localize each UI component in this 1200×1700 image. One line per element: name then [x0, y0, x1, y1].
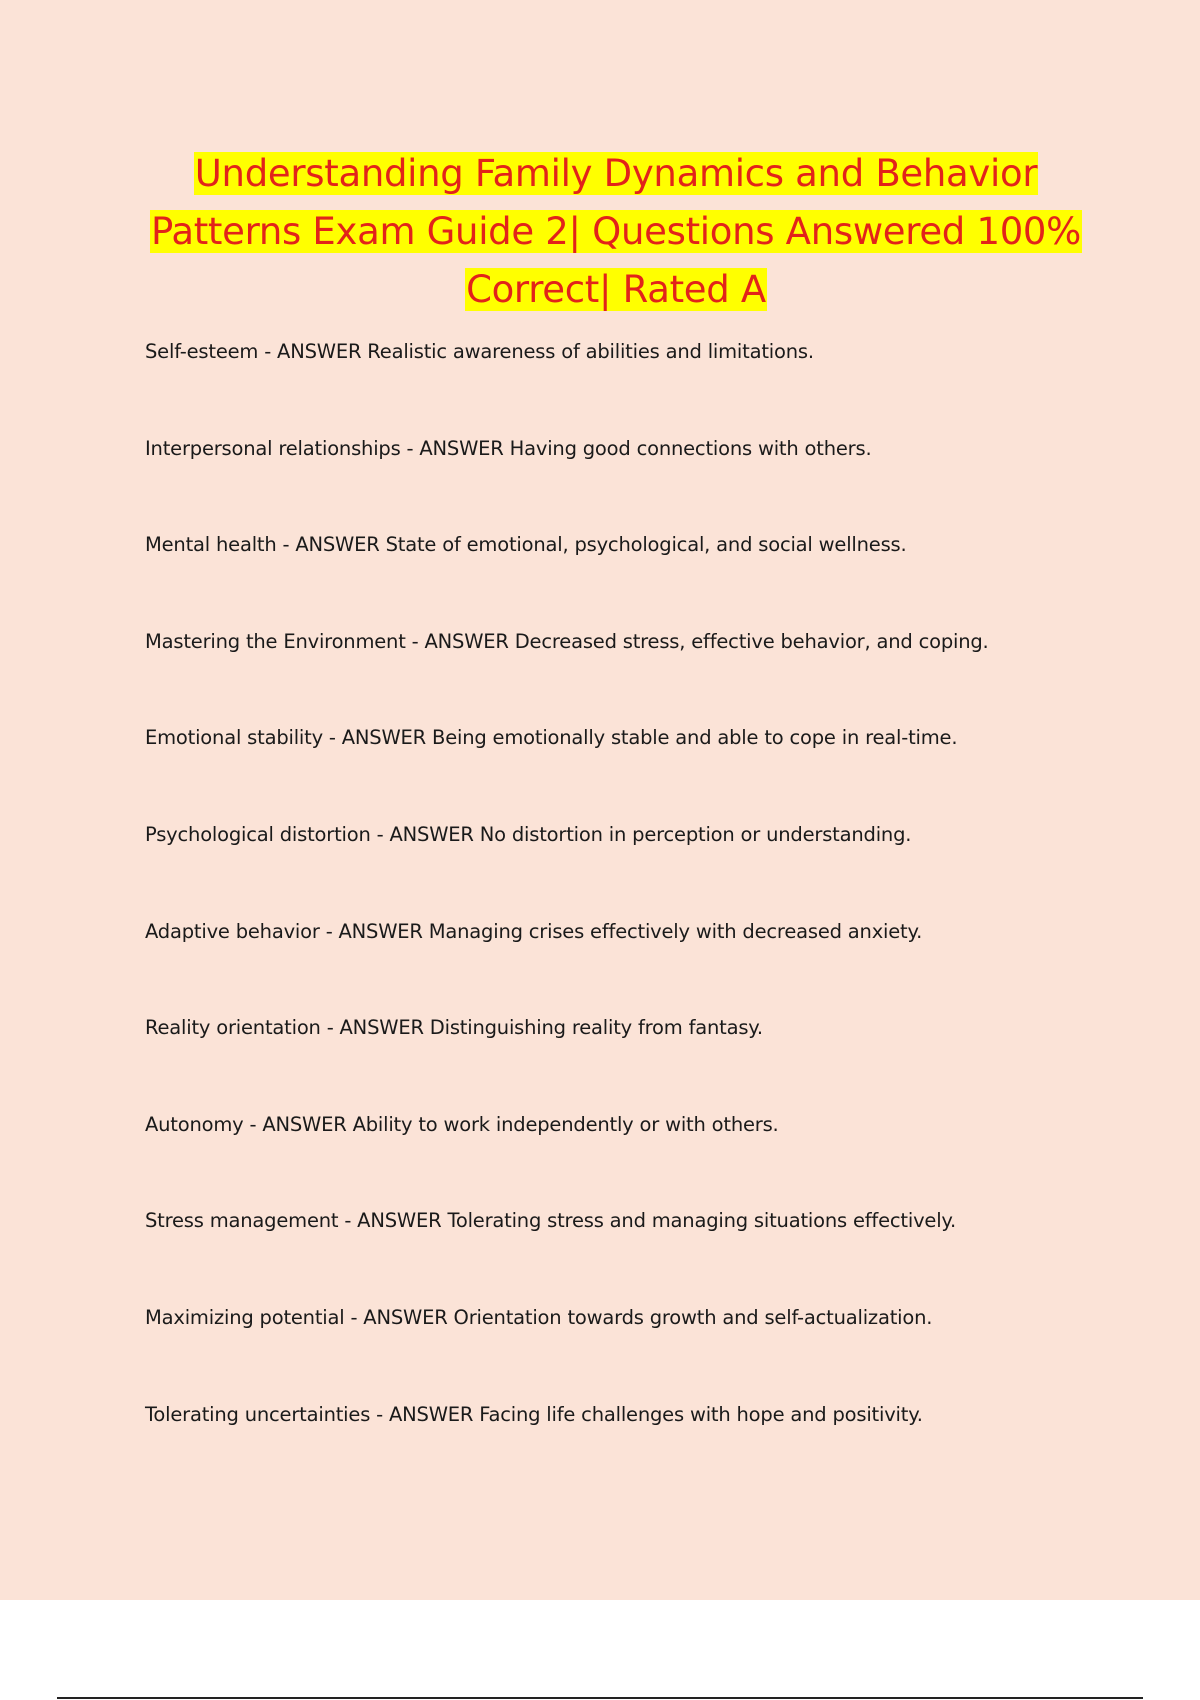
- qa-item-psychological-distortion: Psychological distortion - ANSWER No distortion in perception or understanding.: [145, 822, 912, 846]
- document-title: [80, 145, 1152, 319]
- qa-item-interpersonal-relationships: Interpersonal relationships - ANSWER Having good connections with others.: [145, 436, 872, 460]
- qa-item-self-esteem: Self-esteem - ANSWER Realistic awareness of abilities and limitations.: [145, 340, 814, 363]
- title-line-1: Understanding Family Dynamics and Behavior: [194, 152, 1038, 195]
- qa-item-maximizing-potential: Maximizing potential - ANSWER Orientation towards growth and self-actualization.: [145, 1305, 933, 1329]
- qa-item-tolerating-uncertainties: Tolerating uncertainties - ANSWER Facing life challenges with hope and positivity.: [145, 1402, 923, 1426]
- qa-item-mental-health: Mental health - ANSWER State of emotional, psychological, and social wellness.: [145, 533, 907, 557]
- qa-item-stress-management: Stress management - ANSWER Tolerating stress and managing situations effectively.: [145, 1209, 956, 1233]
- qa-list: [145, 336, 1105, 1495]
- qa-item-reality-orientation: Reality orientation - ANSWER Distinguishing reality from fantasy.: [145, 1016, 763, 1040]
- title-line-3: Correct| Rated A: [466, 268, 766, 311]
- qa-item-mastering-environment: Mastering the Environment - ANSWER Decreased stress, effective behavior, and coping.: [145, 629, 989, 653]
- qa-item-adaptive-behavior: Adaptive behavior - ANSWER Managing crises effectively with decreased anxiety.: [145, 919, 923, 943]
- qa-item-emotional-stability: Emotional stability - ANSWER Being emotionally stable and able to cope in real-time.: [145, 726, 958, 750]
- title-line-2: Patterns Exam Guide 2| Questions Answered 100%: [150, 210, 1082, 253]
- footer-divider: [57, 1697, 1143, 1699]
- qa-item-autonomy: Autonomy - ANSWER Ability to work independently or with others.: [145, 1112, 779, 1136]
